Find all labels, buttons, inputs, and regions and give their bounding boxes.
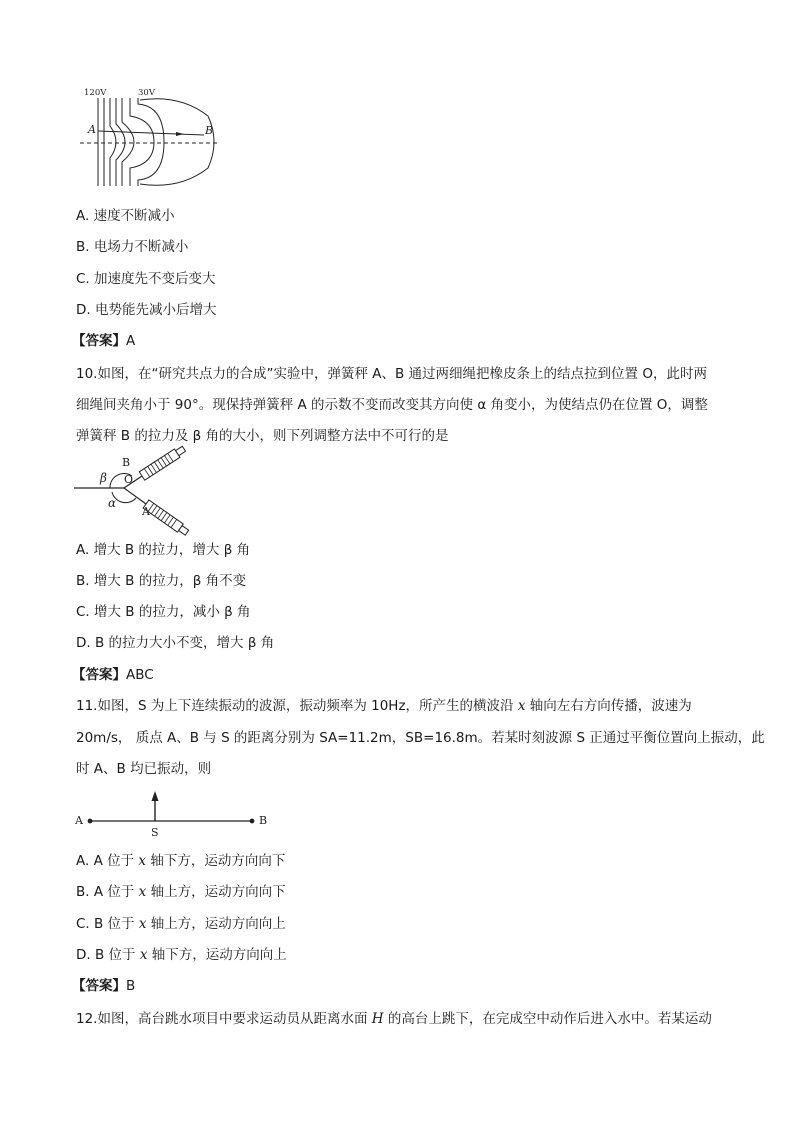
label-a: A: [88, 123, 96, 136]
text-segment: 轴下方，运动方向向下: [146, 853, 286, 869]
label-b: B: [122, 456, 131, 469]
answer-label: 【答案】: [72, 667, 126, 683]
q10-option-d: D. B 的拉力大小不变，增大 β 角: [76, 635, 275, 651]
label-a: A: [75, 814, 83, 827]
q10-option-c: C. 增大 B 的拉力，减小 β 角: [76, 604, 251, 620]
q11-option-c: [76, 915, 286, 933]
label-s: S: [151, 826, 159, 839]
answer-label: 【答案】: [72, 978, 126, 994]
q11-stem-line-2: 20m/s， 质点 A、B 与 S 的距离分别为 SA=11.2m，SB=16.8m。若某时刻波源 S 正通过平衡位置向上振动，此: [76, 730, 765, 746]
q9-option-b: B. 电场力不断减小: [76, 239, 189, 255]
label-alpha: α: [108, 496, 117, 510]
q10-stem-line-1: 10.如图，在“研究共点力的合成”实验中，弹簧秤 A、B 通过两细绳把橡皮条上的结点拉到位置 O，此时两: [76, 366, 707, 382]
wave-source-figure: [72, 790, 272, 840]
q9-option-a: A. 速度不断减小: [76, 208, 175, 224]
spring-balance-figure: [74, 452, 204, 530]
q10-answer: [72, 666, 154, 684]
label-b: B: [205, 124, 214, 137]
q11-option-a: [76, 852, 285, 870]
q11-option-d: [76, 946, 287, 964]
text-segment: A. A 位于: [76, 853, 139, 869]
q9-option-c: C. 加速度先不变后变大: [76, 271, 216, 287]
text-segment: B. A 位于: [76, 884, 139, 900]
q12-stem-line-1: [76, 1010, 712, 1028]
answer-value: B: [126, 978, 136, 994]
x-axis-symbol: x: [138, 916, 147, 932]
x-axis-symbol: x: [138, 884, 147, 900]
q11-answer: [72, 977, 135, 995]
text-segment: 的高台上跳下，在完成空中动作后进入水中。若某运动: [383, 1011, 712, 1027]
label-b: B: [259, 814, 268, 827]
text-segment: C. B 位于: [76, 916, 139, 932]
q10-option-b: B. 增大 B 的拉力，β 角不变: [76, 573, 247, 589]
answer-label: 【答案】: [72, 333, 126, 349]
text-segment: 轴向左右方向传播，波速为: [525, 698, 692, 714]
text-segment: 12.如图，高台跳水项目中要求运动员从距离水面: [76, 1011, 372, 1027]
label-o: O: [124, 473, 134, 486]
equipotential-figure: [80, 86, 230, 188]
q9-option-d: D. 电势能先减小后增大: [76, 302, 217, 318]
text-segment: 轴上方，运动方向向下: [146, 884, 286, 900]
text-segment: 11.如图，S 为上下连续振动的波源，振动频率为 10Hz，所产生的横波沿: [76, 698, 518, 714]
text-segment: 轴下方，运动方向向上: [147, 947, 287, 963]
label-a: A: [142, 505, 150, 518]
label-120v: 120V: [84, 88, 107, 98]
q10-stem-line-3: 弹簧秤 B 的拉力及 β 角的大小，则下列调整方法中不可行的是: [76, 428, 449, 444]
height-symbol: H: [371, 1011, 384, 1027]
x-axis-symbol: x: [517, 698, 526, 714]
q11-option-b: [76, 883, 286, 901]
q11-stem-line-1: [76, 697, 692, 715]
q11-stem-line-3: 时 A、B 均已振动，则: [76, 761, 212, 777]
answer-value: A: [126, 333, 136, 349]
text-segment: D. B 位于: [76, 947, 140, 963]
q10-stem-line-2: 细绳间夹角小于 90°。现保持弹簧秤 A 的示数不变而改变其方向使 α 角变小，为使结点仍在位置 O，调整: [76, 397, 708, 413]
x-axis-symbol: x: [138, 853, 147, 869]
x-axis-symbol: x: [139, 947, 148, 963]
label-30v: 30V: [138, 88, 155, 98]
answer-value: ABC: [126, 667, 154, 683]
q10-option-a: A. 增大 B 的拉力，增大 β 角: [76, 542, 251, 558]
text-segment: 轴上方，运动方向向上: [146, 916, 286, 932]
label-beta: β: [100, 471, 107, 485]
q9-answer: [72, 332, 135, 350]
